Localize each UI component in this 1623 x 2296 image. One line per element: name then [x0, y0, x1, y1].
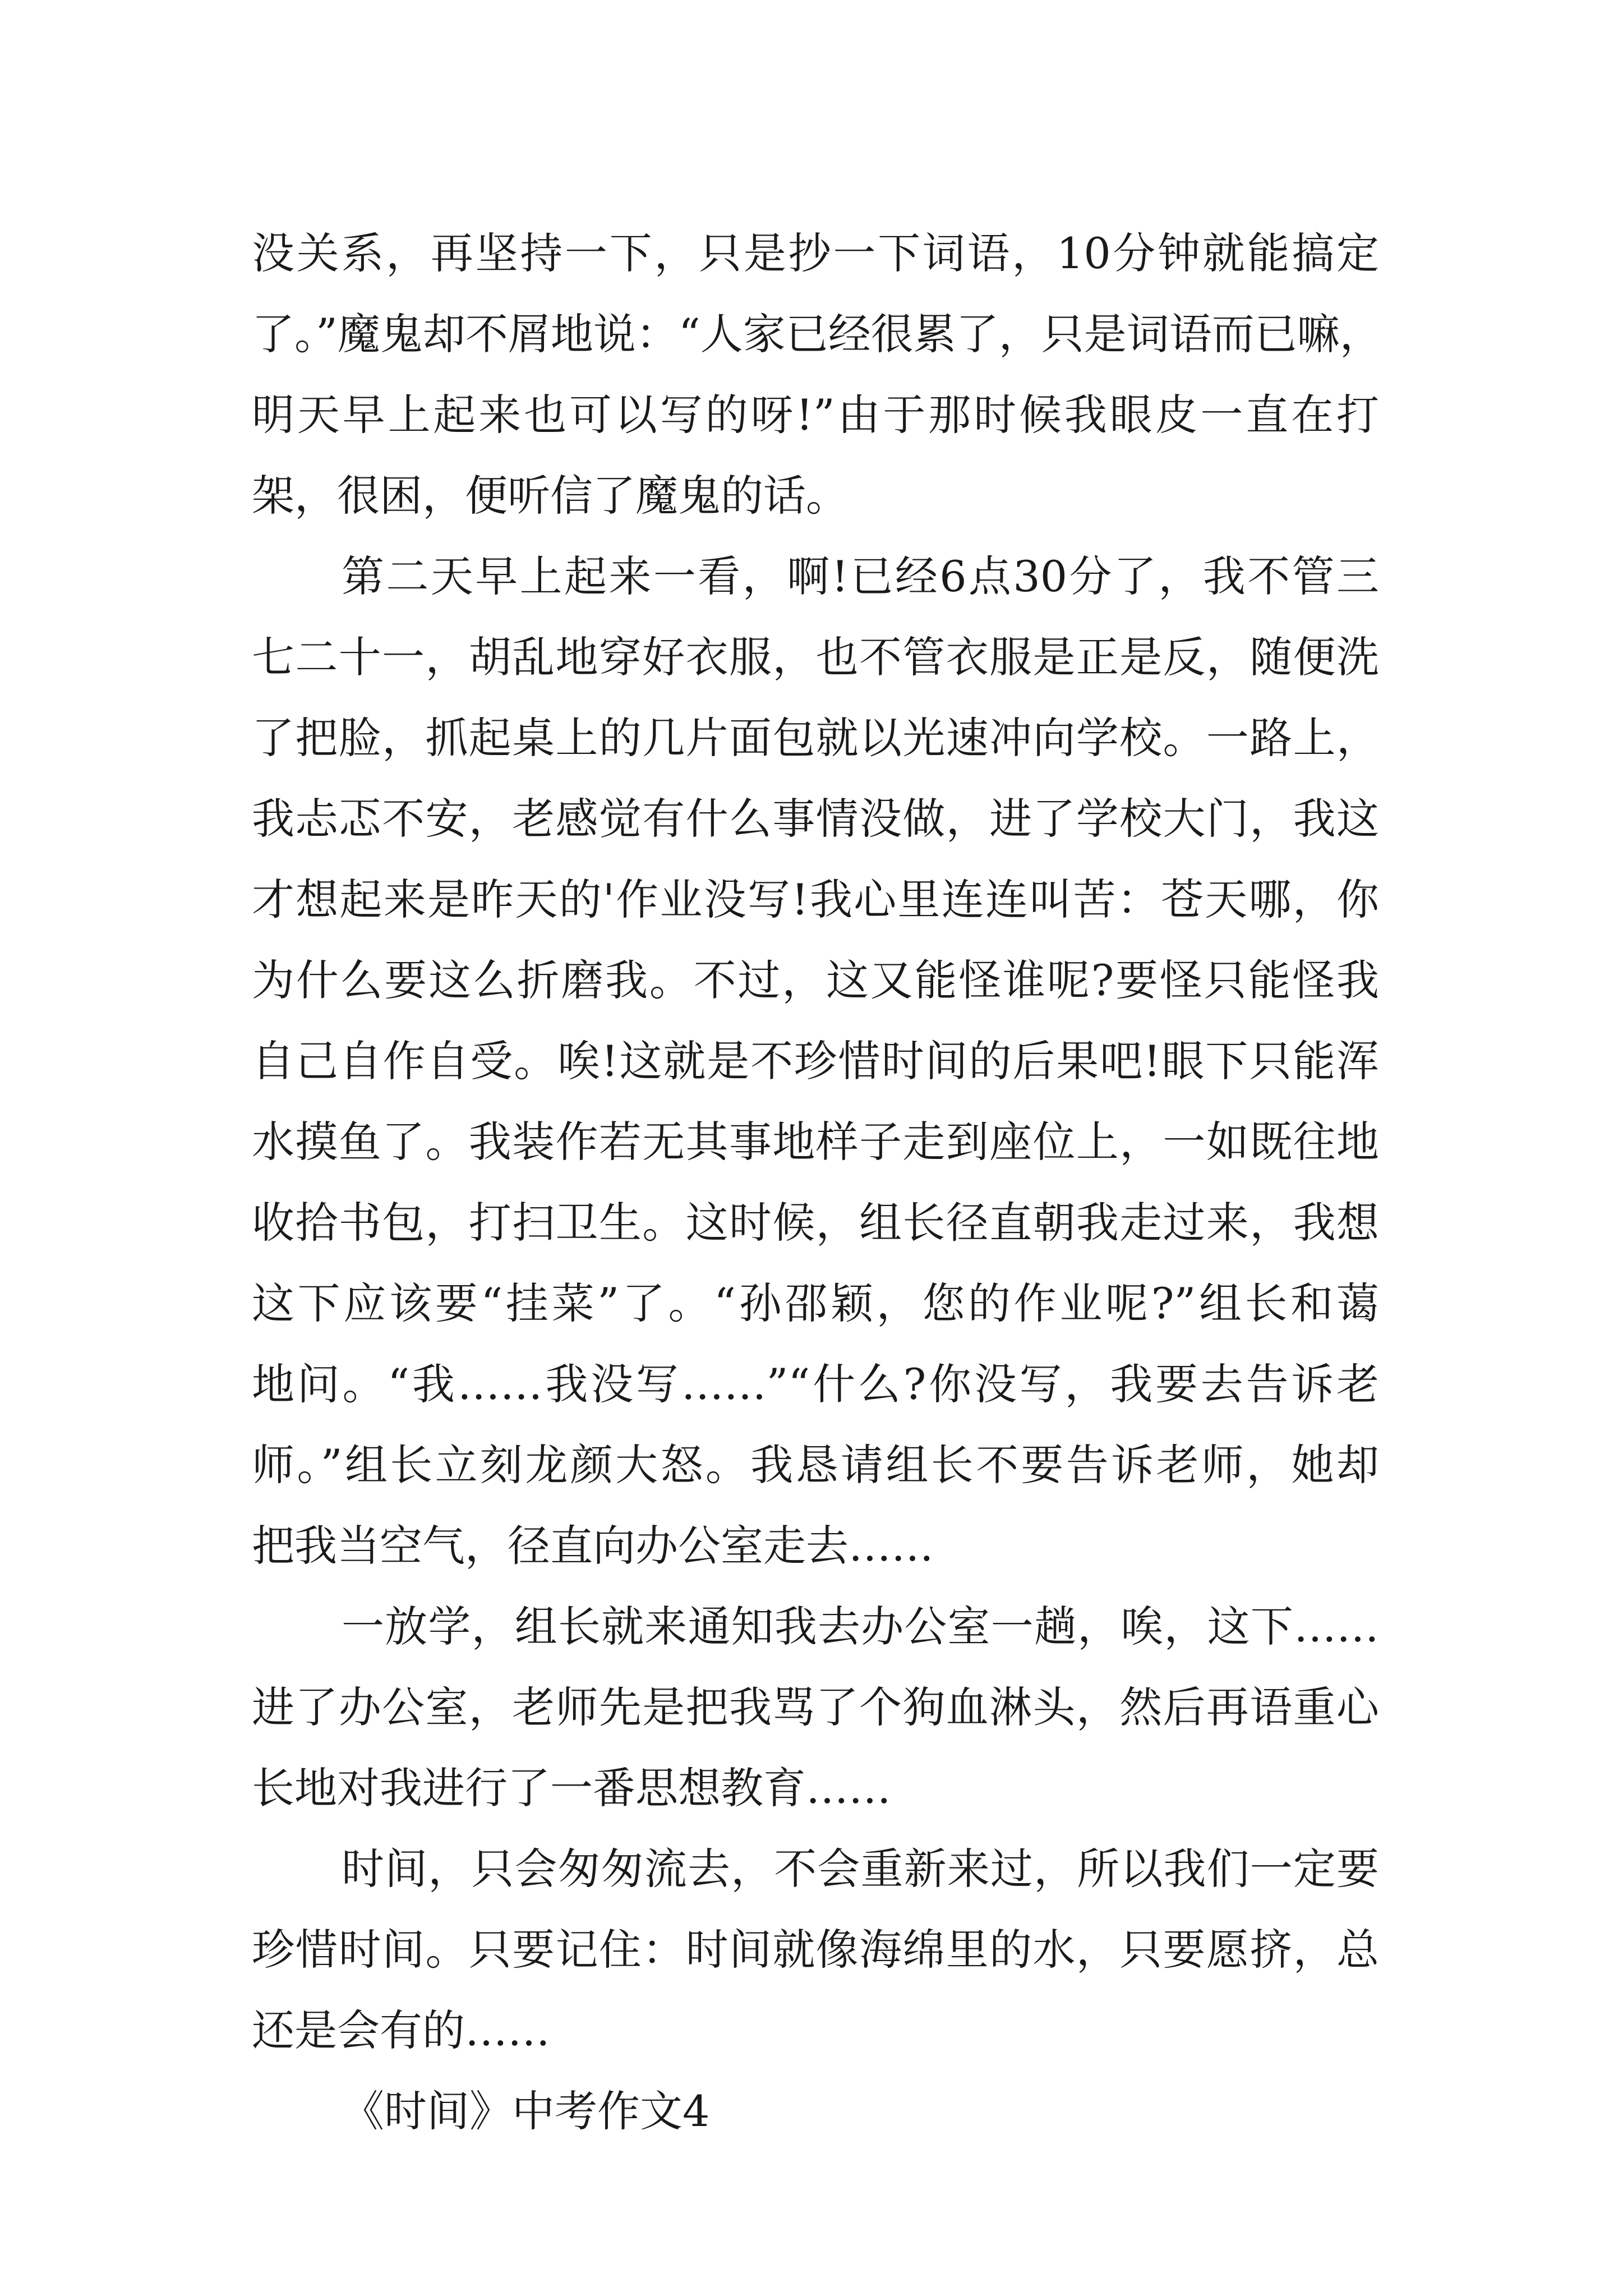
text-line: 进了办公室，老师先是把我骂了个狗血淋头，然后再语重心	[252, 1682, 1379, 1732]
text-line: 了。”魔鬼却不屑地说：“人家已经很累了，只是词语而已嘛，	[252, 309, 1382, 359]
text-line: 没关系，再坚持一下，只是抄一下词语，10分钟就能搞定	[252, 228, 1379, 278]
text-line: 一放学，组长就来通知我去办公室一趟，唉，这下……	[342, 1602, 1379, 1651]
text-line: 七二十一，胡乱地穿好衣服，也不管衣服是正是反，随便洗	[252, 632, 1379, 682]
text-line: 地问。“我……我没写……”“什么?你没写，我要去告诉老	[252, 1359, 1379, 1409]
text-line: 为什么要这么折磨我。不过，这又能怪谁呢?要怪只能怪我	[252, 955, 1379, 1005]
text-line: 珍惜时间。只要记住：时间就像海绵里的水，只要愿挤，总	[252, 1925, 1379, 1975]
text-line: 明天早上起来也可以写的呀!”由于那时候我眼皮一直在打	[252, 390, 1379, 440]
text-line: 我忐忑不安，老感觉有什么事情没做，进了学校大门，我这	[252, 794, 1379, 844]
text-line: 还是会有的……	[252, 2005, 550, 2055]
text-line: 水摸鱼了。我装作若无其事地样子走到座位上，一如既往地	[252, 1117, 1379, 1167]
text-line: 师。”组长立刻龙颜大怒。我恳请组长不要告诉老师，她却	[252, 1440, 1379, 1490]
text-line: 自己自作自受。唉!这就是不珍惜时间的后果吧!眼下只能浑	[252, 1036, 1379, 1086]
text-line: 把我当空气，径直向办公室走去……	[252, 1521, 934, 1571]
text-line: 才想起来是昨天的'作业没写!我心里连连叫苦：苍天哪，你	[252, 875, 1379, 924]
text-line: 时间，只会匆匆流去，不会重新来过，所以我们一定要	[342, 1844, 1379, 1894]
text-line: 这下应该要“挂菜”了。“孙邵颖，您的作业呢?”组长和蔼	[252, 1278, 1379, 1328]
document-body	[252, 213, 1382, 2152]
text-line: 第二天早上起来一看，啊!已经6点30分了，我不管三	[342, 551, 1379, 601]
text-line: 了把脸，抓起桌上的几片面包就以光速冲向学校。一路上，	[252, 713, 1379, 763]
text-line: 长地对我进行了一番思想教育……	[252, 1763, 891, 1813]
text-line: 架，很困，便听信了魔鬼的话。	[252, 471, 849, 521]
section-heading: 《时间》中考作文4	[342, 2086, 710, 2136]
text-line: 收拾书包，打扫卫生。这时候，组长径直朝我走过来，我想	[252, 1198, 1379, 1248]
